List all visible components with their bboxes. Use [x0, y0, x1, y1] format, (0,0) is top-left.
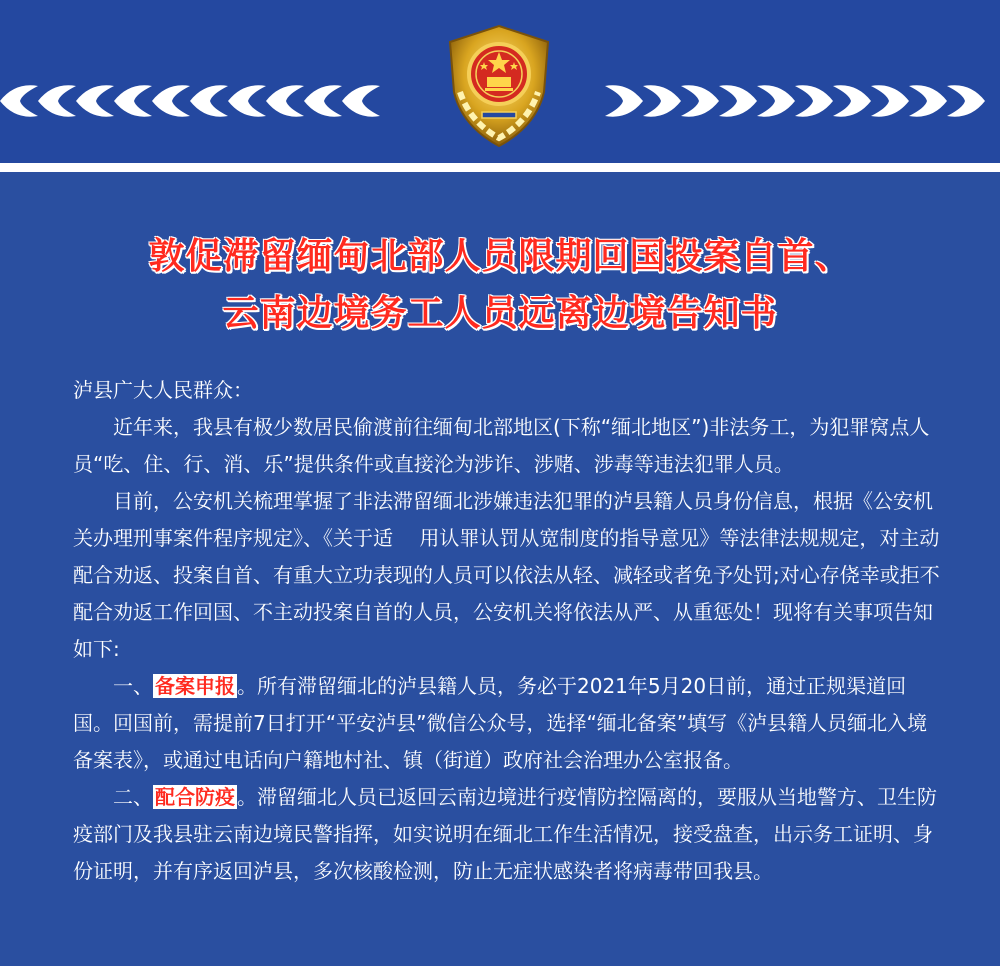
item-registration-text: 。所有滞留缅北的泸县籍人员，务必于2021年5月20日前，通过正规渠道回国。回国前，需提前7日打开“平安泸县”微信公众号，选择“缅北备案”填写《泸县籍人员缅北入境备案表》，或通过电话向户籍地村社、镇（街道）政府社会治理办公室报备。 [73, 674, 928, 772]
paragraph-background: 近年来，我县有极少数居民偷渡前往缅甸北部地区(下称“缅北地区”)非法务工，为犯罪窝点人员“吃、住、行、消、乐”提供条件或直接沦为涉诈、涉赌、涉毒等违法犯罪人员。 [73, 415, 930, 476]
police-badge-emblem-icon [440, 22, 558, 152]
notice-title-line-1: 敦促滞留缅甸北部人员限期回国投案自首、 [148, 235, 852, 277]
item-epidemic-prefix: 二、 [113, 785, 153, 809]
item-epidemic-highlight: 配合防疫 [155, 785, 235, 809]
paragraph-policy: 目前，公安机关梳理掌握了非法滞留缅北涉嫌违法犯罪的泸县籍人员身份信息，根据《公安机关办理刑事案件程序规定》、《关于适 用认罪认罚从宽制度的指导意见》等法律法规规定，对主动配合劝返、投案自首、有重大立功表现的人员可以依法从轻、减轻或者免予处罚;对心存侥幸或拒不配合劝返工作回国、不主动投案自首的人员，公安机关将依法从严、从重惩处！现将有关事项告知如下: [73, 489, 940, 661]
item-registration [73, 668, 943, 779]
notice-body [73, 372, 943, 890]
item-epidemic [73, 779, 943, 890]
banner-divider [0, 163, 1000, 172]
item-epidemic-text: 。滞留缅北人员已返回云南边境进行疫情防控隔离的，要服从当地警方、卫生防疫部门及我县驻云南边境民警指挥，如实说明在缅北工作生活情况，接受盘查，出示务工证明、身份证明，并有序返回泸县，多次核酸检测，防止无症状感染者将病毒带回我县。 [73, 785, 937, 883]
header-banner [0, 0, 1000, 163]
left-wing-ornament [0, 78, 395, 124]
item-registration-prefix: 一、 [113, 674, 153, 698]
salutation: 泸县广大人民群众： [73, 378, 253, 402]
notice-title-line-2: 云南边境务工人员远离边境告知书 [222, 292, 778, 334]
right-wing-ornament [590, 78, 985, 124]
item-registration-highlight: 备案申报 [155, 674, 235, 698]
